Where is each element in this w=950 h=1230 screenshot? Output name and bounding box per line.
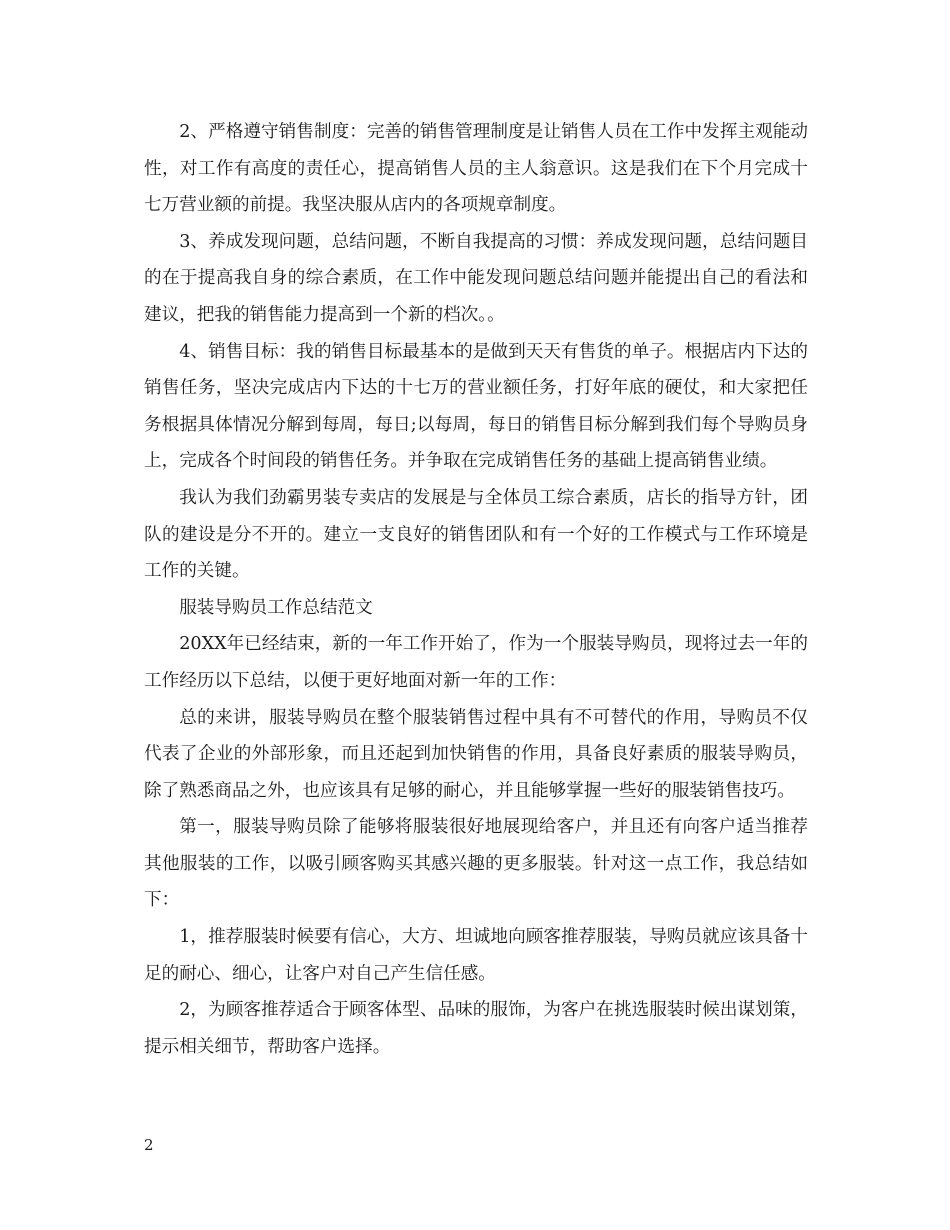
paragraph-overview: 总的来讲，服装导购员在整个服装销售过程中具有不可替代的作用，导购员不仅代表了企业的外部形象，而且还起到加快销售的作用，具备良好素质的服装导购员，除了熟悉商品之外，也应该具有足够的耐心，并且能够掌握一些好的服装销售技巧。 — [144, 707, 808, 801]
paragraph-year-intro: 20XX年已经结束，新的一年工作开始了，作为一个服装导购员，现将过去一年的工作经历以下总结，以便于更好地面对新一年的工作： — [144, 634, 808, 691]
paragraph-sales-target: 4、销售目标：我的销售目标最基本的是做到天天有售货的单子。根据店内下达的销售任务，坚决完成店内下达的十七万的营业额任务，打好年底的硬仗，和大家把任务根据具体情况分解到每周，每日;以每周，每日的销售目标分解到我们每个导购员身上，完成各个时间段的销售任务。并争取在完成销售任务的基础上提高销售业绩。 — [144, 341, 808, 472]
paragraph-problem-habit: 3、养成发现问题，总结问题，不断自我提高的习惯：养成发现问题，总结问题目的在于提高我自身的综合素质，在工作中能发现问题总结问题并能提出自己的看法和建议，把我的销售能力提高到一个新的档次。。 — [144, 231, 808, 325]
page-number: 2 — [144, 1136, 154, 1154]
section-heading: 服装导购员工作总结范文 — [179, 597, 373, 618]
paragraph-team-development: 我认为我们劲霸男装专卖店的发展是与全体员工综合素质，店长的指导方针，团队的建设是分不开的。建立一支良好的销售团队和有一个好的工作模式与工作环境是工作的关键。 — [144, 487, 808, 582]
document-body — [144, 114, 808, 1065]
paragraph-sales-rules: 2、严格遵守销售制度：完善的销售管理制度是让销售人员在工作中发挥主观能动性，对工作有高度的责任心，提高销售人员的主人翁意识。这是我们在下个月完成十七万营业额的前提。我坚决服从店内的各项规章制度。 — [144, 122, 808, 216]
paragraph-item-1: 1，推荐服装时候要有信心，大方、坦诚地向顾客推荐服装，导购员就应该具备十足的耐心、细心，让客户对自己产生信任感。 — [144, 927, 808, 984]
paragraph-item-2: 2，为顾客推荐适合于顾客体型、品味的服饰，为客户在挑选服装时候出谋划策，提示相关细节，帮助客户选择。 — [144, 1000, 808, 1057]
paragraph-first-point: 第一，服装导购员除了能够将服装很好地展现给客户，并且还有向客户适当推荐其他服装的工作，以吸引顾客购买其感兴趣的更多服装。针对这一点工作，我总结如下： — [144, 817, 808, 911]
